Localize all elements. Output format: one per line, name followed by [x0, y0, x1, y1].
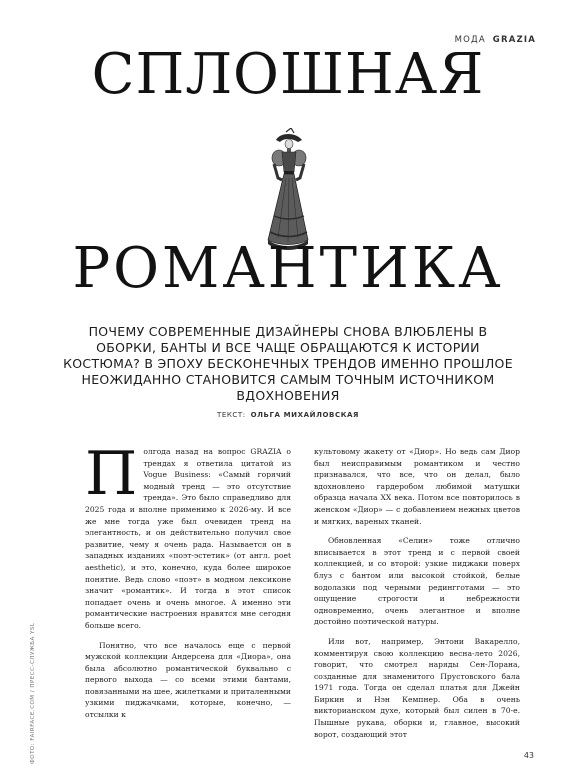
article-column-left — [85, 439, 291, 746]
article-paragraph: культовому жакету от «Диор». Но ведь сам Диор был неисправимым романтиком и честно признавался, что все, что он делал, было вдохновлено гардеробом любимой матушки образца начала XX века. Потом все повторилось в женском «Диор» — с добавлением нежных цветов и мягких, вареных тканей. — [314, 447, 520, 526]
headline-line-1: СПЛОШНАЯ — [91, 42, 485, 107]
article-body — [85, 439, 520, 746]
headline-line-2: РОМАНТИКА — [72, 236, 504, 301]
article-paragraph: Или вот, например, Энтони Вакарелло, комментируя свою коллекцию весна-лето 2026, говорит, что смотрел наряды Сен-Лорана, созданные для знаменитого Прустовского бала 1971 года. Тогда он сделал платья для Джейн Биркин и Нэн Кемпнер. Оба в очень викторианском духе, который был силен в 70-е. Пышные рукава, оборки и, главное, высокий ворот, создающий этот — [314, 636, 520, 739]
article-paragraph: Обновленная «Селин» тоже отлично вписывается в этот тренд и с первой своей коллекцией, и со второй: узкие пиджаки поверх блуз с бантом или высокой стойкой, белые водолазки под черными редингготами — это ощущение строгости и небрежности одновременно, очень элегантное и вполне достойно поэтической натуры. — [314, 536, 520, 627]
byline — [0, 411, 576, 419]
brand-label: GRAZIA — [492, 35, 536, 45]
article-paragraph: Понятно, что все началось еще с первой мужской коллекции Андерсена для «Диора», она была абсолютно романтической буквально с первого выхода — со всеми этими бантами, повязанными на шее, жилетками и приталенными узкими пиджачками, которые, конечно, — отсылки к — [85, 640, 291, 720]
article-paragraph — [85, 439, 291, 632]
byline-label: ТЕКСТ: — [216, 411, 246, 419]
section-label: МОДА — [454, 35, 486, 45]
article-column-right — [314, 446, 520, 746]
paragraph-text: олгода назад на вопрос GRAZIA о трендах я ответила цитатой из Vogue Business: «Самый горячий модный тренд — это отсутствие тренда». Это было справедливо для 2025 года и вполне применимо к 2026-му. И все же мне тогда уже был очевиден тренд на элегантность, и он действительно получил свое развитие, чему я очень рада. Называется он в западных изданиях «поэт-эстетик» (от англ. poet aesthetic), и это, конечно, куда более широкое понятие. Ведь слово «поэт» в модном лексиконе значит «романтик». И тогда в этот список попадает очень и очень многое. А именно эти романтические настроения нравятся мне сегодня больше всего. — [85, 447, 291, 630]
standfirst: ПОЧЕМУ СОВРЕМЕННЫЕ ДИЗАЙНЕРЫ СНОВА ВЛЮБЛЕНЫ В ОБОРКИ, БАНТЫ И ВСЕ ЧАЩЕ ОБРАЩАЮТСЯ К ИСТОРИИ КОСТЮМА? В ЭПОХУ БЕСКОНЕЧНЫХ ТРЕНДОВ ИМЕННО ПРОШЛОЕ НЕОЖИДАННО СТАНОВИТСЯ САМЫМ ТОЧНЫМ ИСТОЧНИКОМ ВДОХНОВЕНИЯ — [63, 324, 513, 403]
photo-credit: ФОТО: FAIRFACE.COM / ПРЕСС-СЛУЖБА YSL — [30, 622, 36, 764]
byline-author: ОЛЬГА МИХАЙЛОВСКАЯ — [250, 411, 360, 419]
victorian-lady-illustration — [258, 128, 318, 252]
page-number: 43 — [523, 751, 534, 760]
drop-cap: П — [85, 439, 138, 509]
